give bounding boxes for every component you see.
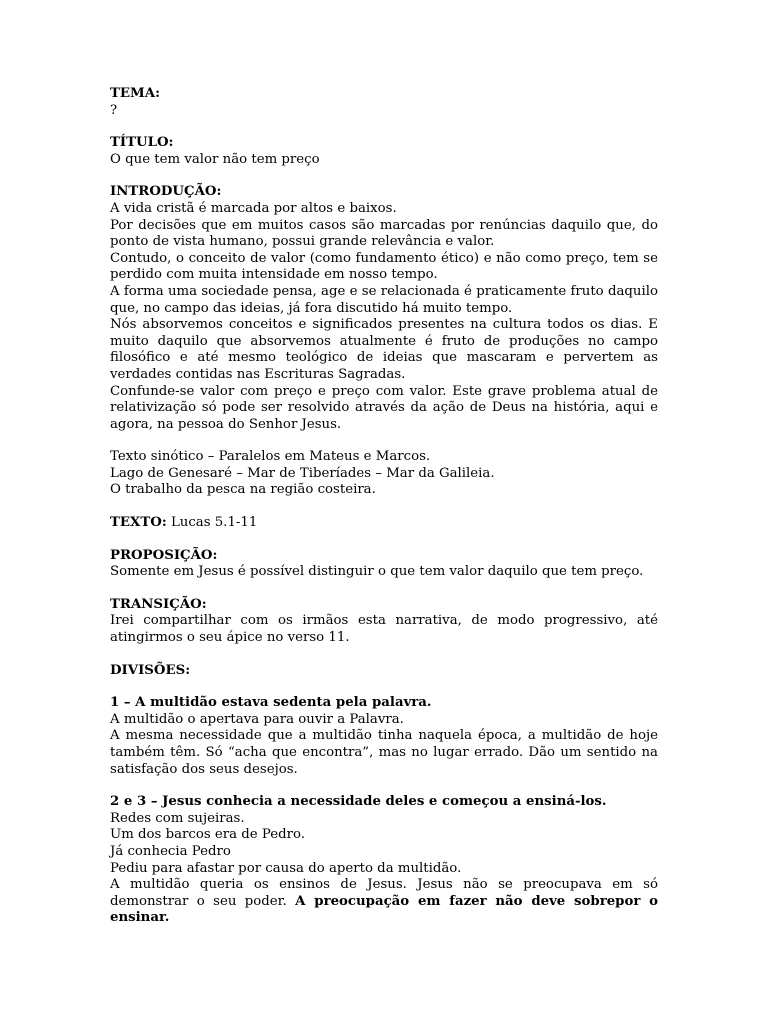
introducao-paragraph: Por decisões que em muitos casos são marcadas por renúncias daquilo que, do ponto de vista humano, possui grande relevância e valor.: [110, 217, 658, 250]
introducao-note: Lago de Genesaré – Mar de Tiberíades – Mar da Galileia.: [110, 465, 495, 481]
section-tema: [110, 86, 658, 119]
division-1-line: A multidão o apertava para ouvir a Palavra.: [110, 711, 404, 727]
division-1-title: 1 – A multidão estava sedenta pela palavra.: [110, 695, 432, 711]
division-1-line: A mesma necessidade que a multidão tinha naquela época, a multidão de hoje também têm. Só “acha que encontra”, mas no lugar errado. Dão um sentido na satisfação dos seus desejos.: [110, 728, 658, 777]
division-2-line: Um dos barcos era de Pedro.: [110, 827, 305, 843]
division-2-line: Pediu para afastar por causa do aperto da multidão.: [110, 860, 462, 876]
introducao-notes: [110, 449, 658, 499]
introducao-note: O trabalho da pesca na região costeira.: [110, 482, 376, 498]
texto-heading: TEXTO:: [110, 515, 167, 531]
section-titulo: [110, 135, 658, 168]
division-2-final-text: A multidão queria os ensinos de Jesus. Jesus não se preocupava em só demonstrar o seu poder.: [110, 877, 658, 909]
introducao-paragraph: A forma uma sociedade pensa, age e se relacionada é praticamente fruto daquilo que, no campo das ideias, já fora discutido há muito tempo.: [110, 283, 658, 316]
introducao-paragraph: Nós absorvemos conceitos e significados presentes na cultura todos os dias. E muito daquilo que absorvemos atualmente é fruto de produções no campo filosófico e até mesmo teológico de ideias que mascaram e pervertem as verdades contidas nas Escrituras Sagradas.: [110, 317, 658, 382]
division-2-line: Já conhecia Pedro: [110, 843, 231, 859]
section-transicao: [110, 597, 658, 647]
transicao-heading: TRANSIÇÃO:: [110, 596, 207, 612]
texto-value: Lucas 5.1-11: [166, 515, 258, 531]
division-2-lines: [110, 811, 658, 877]
division-1: [110, 695, 658, 778]
titulo-value: O que tem valor não tem preço: [110, 151, 320, 167]
division-2-final-emphasis: A preocupação em fazer não deve sobrepor o ensinar.: [110, 893, 658, 926]
division-2-line: Redes com sujeiras.: [110, 810, 245, 826]
introducao-paragraph: A vida cristã é marcada por altos e baixos.: [110, 200, 397, 216]
tema-heading: TEMA:: [110, 86, 160, 101]
division-2: [110, 794, 658, 927]
division-2-final-paragraph: [110, 877, 658, 927]
transicao-value: Irei compartilhar com os irmãos esta narrativa, de modo progressivo, até atingirmos o seu ápice no verso 11.: [110, 613, 658, 646]
titulo-heading: TÍTULO:: [110, 135, 174, 151]
spacer: [110, 433, 658, 449]
proposicao-heading: PROPOSIÇÃO:: [110, 547, 218, 563]
division-2-title: 2 e 3 – Jesus conhecia a necessidade deles e começou a ensiná-los.: [110, 794, 607, 810]
introducao-paragraph: Contudo, o conceito de valor (como fundamento ético) e não como preço, tem se perdido com muita intensidade em nosso tempo.: [110, 250, 658, 283]
section-proposicao: [110, 548, 658, 581]
introducao-heading: INTRODUÇÃO:: [110, 184, 222, 200]
introducao-note: Texto sinótico – Paralelos em Mateus e Marcos.: [110, 449, 431, 465]
section-divisoes: [110, 663, 658, 680]
tema-value: ?: [110, 102, 118, 118]
section-texto: [110, 515, 658, 532]
divisoes-heading: DIVISÕES:: [110, 662, 191, 678]
proposicao-value: Somente em Jesus é possível distinguir o que tem valor daquilo que tem preço.: [110, 564, 644, 580]
section-introducao: [110, 184, 658, 499]
introducao-paragraph: Confunde-se valor com preço e preço com valor. Este grave problema atual de relativização só pode ser resolvido através da ação de Deus na história, aqui e agora, na pessoa do Senhor Jesus.: [110, 383, 658, 432]
